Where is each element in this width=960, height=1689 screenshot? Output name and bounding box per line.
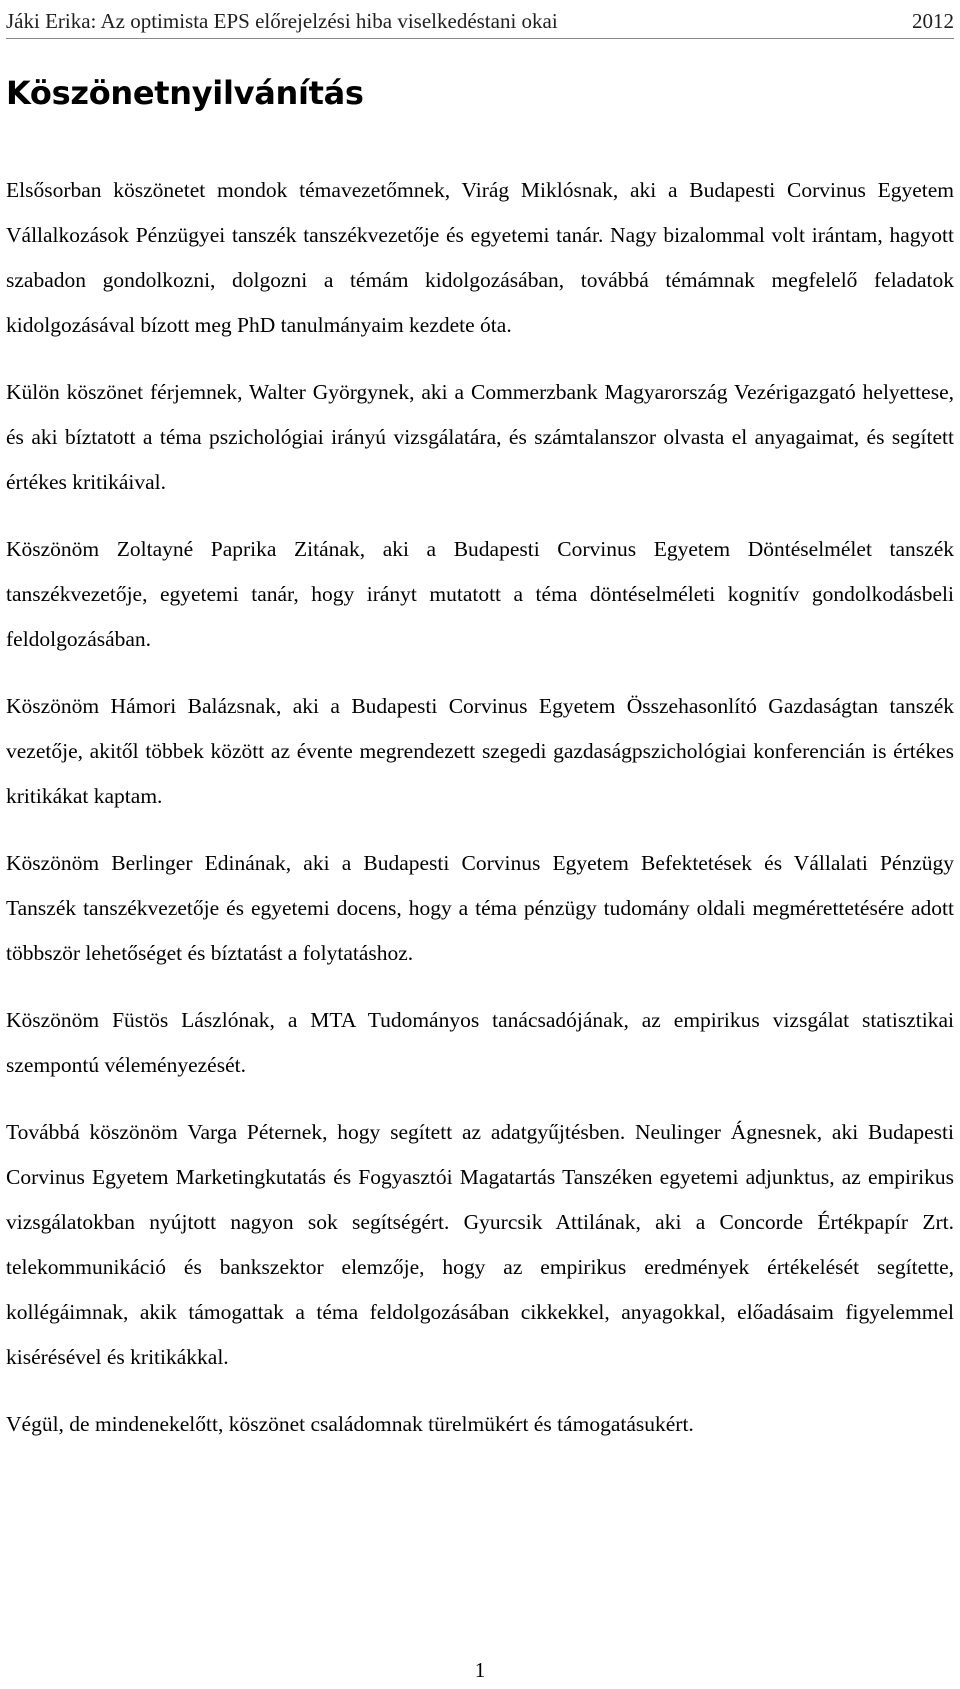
paragraph-berlinger: Köszönöm Berlinger Edinának, aki a Budapesti Corvinus Egyetem Befektetések és Vállalati Pénzügy Tanszék tanszékvezetője és egyetemi docens, hogy a téma pénzügy tudomány oldali megmérettetésére adott többször lehetőséget és bíztatást a folytatáshoz. xyxy=(6,851,954,965)
page-number: 1 xyxy=(474,1658,486,1682)
paragraph-family: Végül, de mindenekelőtt, köszönet családomnak türelmükért és támogatásukért. xyxy=(6,1412,694,1436)
paragraph-zoltayne: Köszönöm Zoltayné Paprika Zitának, aki a Budapesti Corvinus Egyetem Döntéselmélet tanszék tanszékvezetője, egyetemi tanár, hogy irányt mutatott a téma döntéselméleti kognitív gondolkodásbeli feldolgozásában. xyxy=(6,537,954,651)
page-title: Köszönetnyilvánítás xyxy=(6,74,364,112)
paragraph-supervisor: Elsősorban köszönetet mondok témavezetőmnek, Virág Miklósnak, aki a Budapesti Corvinus Egyetem Vállalkozások Pénzügyei tanszék tanszékvezetője és egyetemi tanár. Nagy bizalommal volt irántam, hagyott szabadon gondolkozni, dolgozni a témám kidolgozásában, továbbá témámnak megfelelő feladatok kidolgozásával bízott meg PhD tanulmányaim kezdete óta. xyxy=(6,178,954,337)
paragraph-husband: Külön köszönet férjemnek, Walter Györgynek, aki a Commerzbank Magyarország Vezérigazgató helyettese, és aki bíztatott a téma pszichológiai irányú vizsgálatára, és számtalanszor olvasta el anyagaimat, és segített értékes kritikáival. xyxy=(6,380,954,494)
header-year: 2012 xyxy=(912,8,954,33)
paragraph-hamori: Köszönöm Hámori Balázsnak, aki a Budapesti Corvinus Egyetem Összehasonlító Gazdaságtan tanszék vezetője, akitől többek között az évente megrendezett szegedi gazdaságpszichológiai konferencián is értékes kritikákat kaptam. xyxy=(6,694,954,808)
acknowledgements-body xyxy=(6,168,954,1447)
header-title: Jáki Erika: Az optimista EPS előrejelzési hiba viselkedéstani okai xyxy=(6,8,558,33)
paragraph-others: Továbbá köszönöm Varga Péternek, hogy segített az adatgyűjtésben. Neulinger Ágnesnek, aki Budapesti Corvinus Egyetem Marketingkutatás és Fogyasztói Magatartás Tanszéken egyetemi adjunktus, az empirikus vizsgálatokban nyújtott nagyon sok segítségért. Gyurcsik Attilának, aki a Concorde Értékpapír Zrt. telekommunikáció és bankszektor elemzője, hogy az empirikus eredmények értékelését segítette, kollégáimnak, akik támogattak a téma feldolgozásában cikkekkel, anyagokkal, előadásaim figyelemmel kisérésével és kritikákkal. xyxy=(6,1120,954,1369)
paragraph-fustos: Köszönöm Füstös Lászlónak, a MTA Tudományos tanácsadójának, az empirikus vizsgálat statisztikai szempontú véleményezését. xyxy=(6,1008,954,1077)
running-header xyxy=(6,4,954,39)
